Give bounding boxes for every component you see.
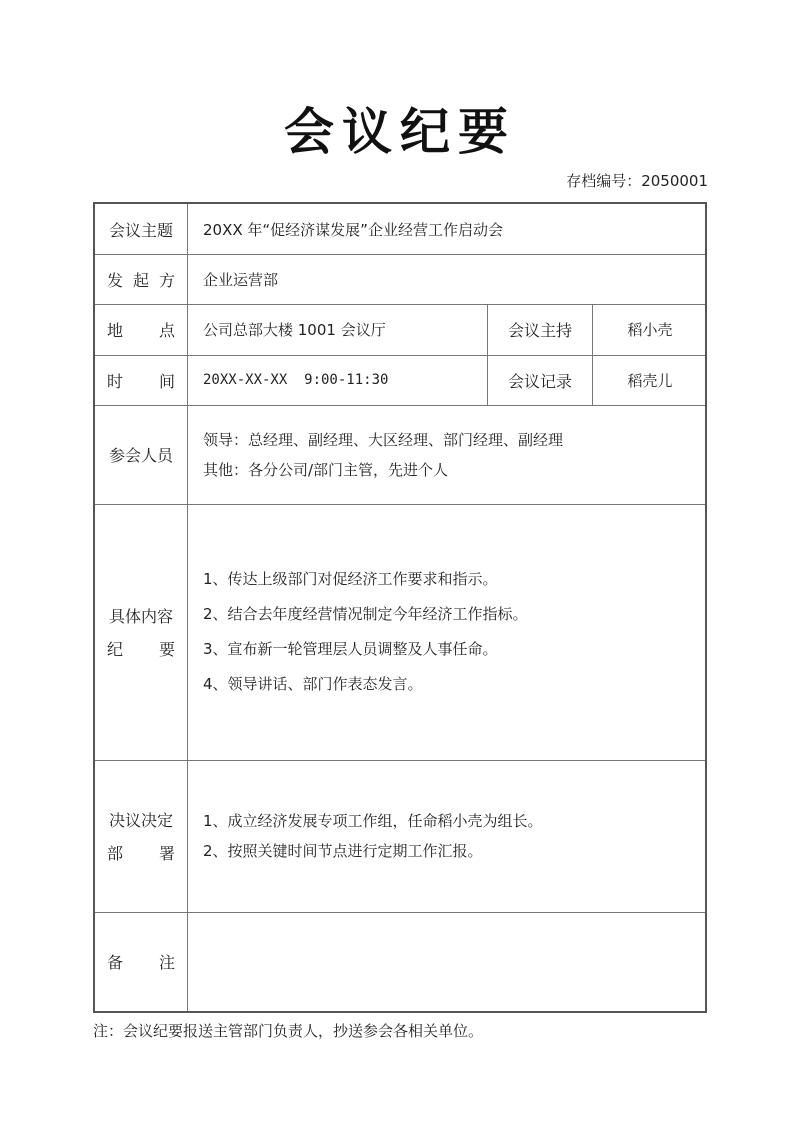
remarks-label-char: 注 (158, 953, 175, 972)
content-label-line1: 具体内容 (108, 607, 173, 626)
attendees-value (203, 405, 563, 504)
initiator-label-char: 方 (158, 270, 175, 290)
recorder-value: 稻壳儿 (627, 371, 673, 390)
time-value: 20XX-XX-XX 9:00-11:30 (203, 372, 389, 388)
initiator-value: 企业运营部 (203, 270, 279, 289)
list-item: 2、按照关键时间节点进行定期工作汇报。 (203, 842, 483, 860)
location-label-char: 点 (158, 321, 175, 340)
list-item: 1、传达上级部门对促经济工作要求和指示。 (203, 570, 498, 588)
content-label (95, 504, 187, 760)
host-value: 稻小壳 (627, 321, 673, 339)
decisions-list (203, 760, 543, 912)
initiator-label-char: 起 (132, 270, 149, 290)
location-label (95, 304, 187, 355)
time-label-char: 时 (107, 371, 124, 391)
list-item: 1、成立经济发展专项工作组，任命稻小壳为组长。 (203, 812, 543, 830)
host-label: 会议主持 (507, 321, 572, 340)
remarks-label (95, 912, 187, 1011)
list-item: 4、领导讲话、部门作表态发言。 (203, 675, 423, 693)
minutes-form (93, 202, 707, 1013)
content-label-char: 要 (158, 640, 175, 659)
document-title: 会议纪要 (284, 103, 516, 161)
content-label-char: 纪 (107, 640, 124, 659)
initiator-label-char: 发 (107, 270, 124, 290)
archive-number: 存档编号：2050001 (566, 172, 708, 190)
decisions-label-line1: 决议决定 (108, 811, 173, 830)
decisions-label-char: 部 (107, 844, 124, 863)
column-divider (187, 204, 188, 1011)
time-label-char: 间 (158, 371, 175, 391)
attendees-line: 领导：总经理、副经理、大区经理、部门经理、副经理 (203, 430, 564, 449)
location-label-char: 地 (107, 321, 124, 340)
decisions-label (95, 760, 187, 912)
location-value: 公司总部大楼 1001 会议厅 (203, 321, 386, 339)
attendees-line: 其他：各分公司/部门主管，先进个人 (203, 460, 449, 479)
remarks-label-char: 备 (107, 953, 124, 972)
list-item: 2、结合去年度经营情况制定今年经济工作指标。 (203, 605, 528, 623)
decisions-label-char: 署 (158, 844, 175, 863)
initiator-label (95, 254, 187, 304)
topic-label: 会议主题 (108, 220, 173, 240)
time-label (95, 355, 187, 405)
recorder-label: 会议记录 (507, 371, 572, 391)
list-item: 3、宣布新一轮管理层人员调整及人事任命。 (203, 640, 498, 658)
topic-value: 20XX 年“促经济谋发展”企业经营工作启动会 (203, 220, 503, 239)
content-list (203, 504, 528, 760)
attendees-label: 参会人员 (108, 446, 173, 465)
footnote: 注：会议纪要报送主管部门负责人，抄送参会各相关单位。 (93, 1022, 484, 1040)
